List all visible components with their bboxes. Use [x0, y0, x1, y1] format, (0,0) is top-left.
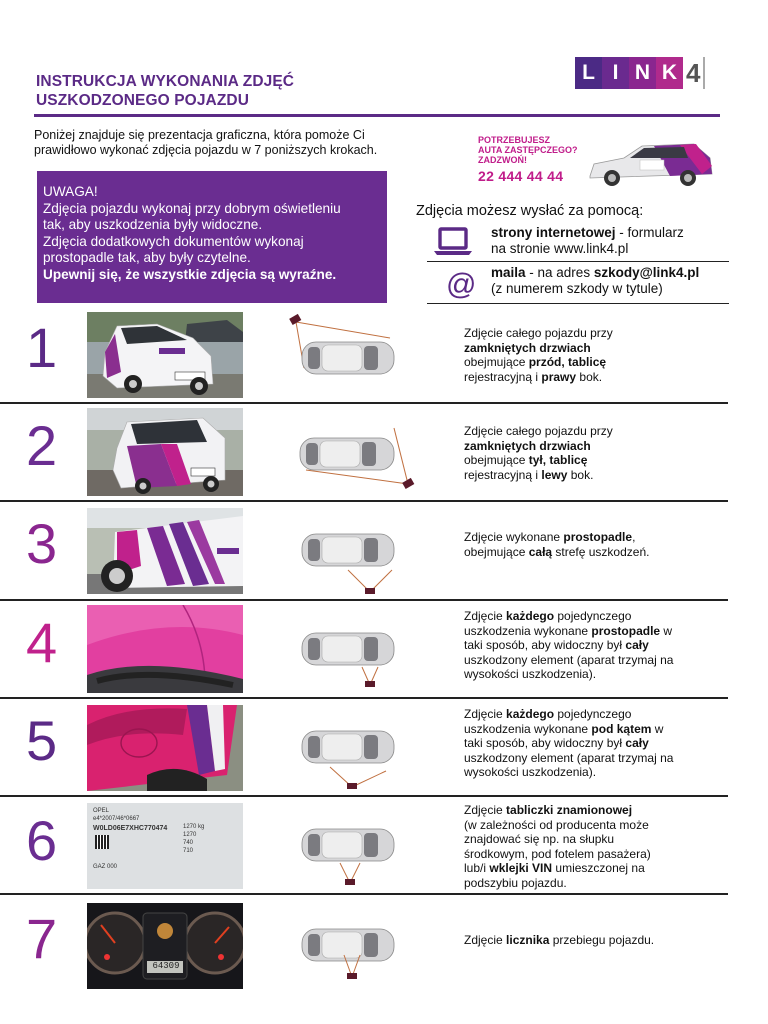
warning-heading: UWAGA!: [43, 184, 98, 199]
odometer-reading: 64309: [152, 961, 180, 971]
plate-weight-unit: kg: [198, 824, 205, 830]
step-5-line-5: wysokości uszkodzenia).: [464, 765, 597, 779]
step-1-line-3b: przód, tablicę: [528, 355, 607, 369]
step-3-line-2b: całą: [528, 544, 553, 559]
step-photo-odometer: [87, 903, 243, 989]
step-description: [464, 530, 704, 559]
step-5-line-2a: uszkodzenia wykonane: [464, 721, 592, 736]
step-description: [464, 424, 704, 482]
step-4-line-4: uszkodzony element (aparat trzymaj na: [464, 652, 674, 667]
title-line-1: INSTRUKCJA WYKONANIA ZDJĘĆ: [36, 73, 295, 90]
step-5-line-2c: w: [651, 721, 664, 736]
step-photo-rear-left: [87, 408, 243, 496]
web-label-rest: - formularz: [615, 225, 684, 240]
plate-brand: OPEL: [93, 808, 110, 814]
step-4-line-2b: prostopadle: [591, 623, 661, 638]
step-description: [464, 326, 704, 384]
step-divider: [0, 795, 728, 797]
step-3-line-1b: prostopadle: [563, 530, 633, 544]
step-4-line-5: wysokości uszkodzenia).: [464, 667, 597, 681]
step-5-line-3b: cały: [625, 736, 649, 750]
step-photo-perpendicular-damage: [87, 605, 243, 693]
plate-weight-2: 1270: [183, 832, 197, 838]
step-diagram: [282, 915, 422, 987]
web-label: strony internetowej: [491, 225, 616, 240]
replacement-car-promo: [478, 135, 598, 184]
step-3-line-1c: ,: [632, 530, 636, 544]
step-diagram: [282, 516, 422, 594]
logo-letter-l: L: [575, 57, 602, 89]
warning-box: [37, 171, 387, 303]
step-2-line-2: zamkniętych drzwiach: [464, 438, 591, 453]
step-3-line-1a: Zdjęcie wykonane: [464, 530, 564, 544]
step-5-line-4: uszkodzony element (aparat trzymaj na: [464, 750, 674, 765]
laptop-icon: [428, 225, 478, 259]
logo-divider: [703, 57, 705, 89]
step-4-line-2c: w: [660, 623, 673, 638]
step-4-line-1b: każdego: [506, 609, 555, 623]
step-photo-front-right: [87, 312, 243, 398]
plate-footer: GAZ 000: [93, 864, 118, 870]
step-6-line-6: podszybiu pojazdu.: [464, 875, 567, 890]
step-divider: [0, 500, 728, 502]
promo-line-1: POTRZEBUJESZ: [478, 135, 551, 145]
step-4-line-3b: cały: [625, 638, 649, 652]
plate-barcode: [95, 835, 109, 849]
warning-line-3: tak, aby uszkodzenia były widoczne.: [43, 217, 263, 232]
plate-weight-3: 740: [183, 840, 194, 846]
step-2-line-1: Zdjęcie całego pojazdu przy: [464, 424, 613, 438]
step-4-line-1c: pojedynczego: [554, 609, 632, 623]
step-1-line-4a: rejestracyjną i: [464, 369, 542, 384]
step-5-line-1b: każdego: [506, 707, 555, 721]
logo-number: 4: [686, 57, 701, 88]
step-6-line-5b: wklejki VIN: [489, 861, 553, 875]
step-1-line-1: Zdjęcie całego pojazdu przy: [464, 326, 613, 340]
step-diagram: [282, 615, 422, 691]
step-6-line-2: (w zależności od producenta może: [464, 817, 649, 832]
step-description: [464, 707, 704, 780]
step-diagram: [282, 312, 422, 382]
step-5-line-3a: taki sposób, aby widoczny był: [464, 736, 626, 750]
step-2-line-3a: obejmujące: [464, 453, 529, 467]
step-4-line-3a: taki sposób, aby widoczny był: [464, 638, 626, 652]
at-sign-icon: [428, 265, 478, 299]
step-3-line-2c: strefę uszkodzeń.: [552, 544, 650, 559]
mail-label-mid: - na adres: [525, 265, 594, 280]
step-number: 5: [26, 709, 58, 772]
step-number: 3: [26, 512, 58, 575]
promo-phone[interactable]: 22 444 44 44: [478, 168, 564, 184]
step-1-line-4b: prawy: [541, 369, 577, 384]
step-6-line-1b: tabliczki znamionowej: [506, 803, 633, 817]
step-6-line-1a: Zdjęcie: [464, 803, 507, 817]
step-divider: [0, 697, 728, 699]
dashboard-illustration: [87, 903, 243, 989]
step-number: 4: [26, 611, 58, 674]
intro-text: [34, 128, 414, 158]
step-1-line-2: zamkniętych drzwiach: [464, 340, 591, 355]
step-6-line-3: znajdować się np. na słupku: [464, 832, 615, 846]
warning-emphasis: Upewnij się, że wszystkie zdjęcia są wyraźne.: [43, 266, 337, 282]
step-7-line-1c: przebiegu pojazdu.: [549, 933, 655, 947]
logo-letter-i: I: [602, 57, 629, 89]
step-2-line-3b: tył, tablicę: [528, 453, 588, 467]
link4-logo: [575, 56, 705, 90]
warning-line-2: Zdjęcia pojazdu wykonaj przy dobrym oświetleniu: [43, 200, 341, 216]
send-divider-1: [427, 261, 729, 262]
step-5-line-2b: pod kątem: [591, 721, 652, 736]
step-1-line-3a: obejmujące: [464, 355, 529, 369]
step-2-line-4c: bok.: [567, 467, 594, 482]
logo-letter-n: N: [629, 57, 656, 89]
logo-letter-k: K: [656, 57, 683, 89]
step-divider: [0, 599, 728, 601]
step-2-line-4a: rejestracyjną i: [464, 467, 542, 482]
step-description: [464, 609, 704, 682]
intro-line-2: prawidłowo wykonać zdjęcia pojazdu w 7 poniższych krokach.: [34, 143, 378, 157]
step-4-line-2a: uszkodzenia wykonane: [464, 623, 592, 638]
title-line-2: USZKODZONEGO POJAZDU: [36, 92, 249, 109]
plate-vin: W0LD06E7XHC770474: [93, 825, 168, 832]
page-title: [36, 72, 396, 110]
plate-weight-4: 710: [183, 848, 194, 854]
mail-note: (z numerem szkody w tytule): [491, 281, 663, 296]
warning-line-4: Zdjęcia dodatkowych dokumentów wykonaj: [43, 233, 304, 249]
plate-code: e4*2007/46*0667: [93, 816, 140, 822]
step-6-line-5c: umieszczonej na: [552, 861, 645, 875]
step-5-line-1a: Zdjęcie: [464, 707, 507, 721]
step-5-line-1c: pojedynczego: [554, 707, 632, 721]
mail-label: maila: [491, 265, 526, 280]
promo-line-2: AUTA ZASTĘPCZEGO?: [478, 145, 578, 155]
send-divider-2: [427, 303, 729, 304]
intro-line-1: Poniżej znajduje się prezentacja graficzna, która pomoże Ci: [34, 128, 365, 142]
step-diagram: [282, 813, 422, 889]
step-7-line-1b: licznika: [506, 933, 550, 947]
send-options-title: Zdjęcia możesz wysłać za pomocą:: [416, 203, 644, 219]
warning-line-5: prostopadle tak, aby były czytelne.: [43, 250, 251, 265]
promo-line-3: ZADZWOŃ!: [478, 155, 527, 165]
mail-address[interactable]: szkody@link4.pl: [593, 265, 700, 280]
step-1-line-4c: bok.: [576, 369, 603, 384]
step-diagram: [282, 416, 422, 496]
step-photo-rating-plate: [87, 803, 243, 889]
step-photo-angled-damage: [87, 705, 243, 791]
web-url[interactable]: na stronie www.link4.pl: [491, 241, 629, 256]
step-divider: [0, 402, 728, 404]
step-diagram: [282, 713, 422, 791]
step-number: 7: [26, 907, 58, 970]
step-4-line-1a: Zdjęcie: [464, 609, 507, 623]
step-divider: [0, 893, 728, 895]
step-description: [464, 803, 704, 890]
step-6-line-4: środkowym, pod fotelem pasażera): [464, 846, 651, 861]
header-rule: [34, 114, 720, 117]
svg-text:@: @: [446, 268, 477, 299]
plate-weight-1: 1270: [183, 824, 197, 830]
step-number: 6: [26, 809, 58, 872]
step-7-line-1a: Zdjęcie: [464, 933, 507, 947]
step-number: 2: [26, 414, 58, 477]
step-number: 1: [26, 316, 58, 379]
step-description: [464, 933, 704, 948]
promo-car-illustration: [584, 136, 716, 192]
step-3-line-2a: obejmujące: [464, 544, 529, 559]
step-photo-damage-zone: [87, 508, 243, 594]
step-6-line-5a: lub/i: [464, 861, 490, 875]
step-2-line-4b: lewy: [541, 467, 568, 482]
